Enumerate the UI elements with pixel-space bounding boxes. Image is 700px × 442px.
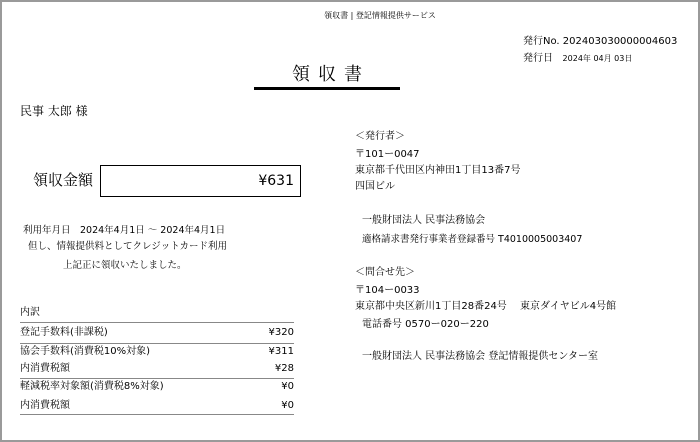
issue-date xyxy=(523,53,632,65)
contact-heading: ＜問合せ先＞ xyxy=(355,267,415,278)
row-label: 登記手数料(非課税) xyxy=(20,327,108,338)
contact-address: 東京都中央区新川1丁目28番24号 東京ダイヤビル4号館 xyxy=(355,301,617,312)
issue-number-label: 発行No. xyxy=(523,36,560,47)
row-value: ¥28 xyxy=(274,363,294,374)
contact-phone: 電話番号 0570ー020ー220 xyxy=(362,319,489,330)
recipient-name: 民事 太郎 様 xyxy=(20,104,88,118)
divider xyxy=(20,322,294,323)
contact-org: 一般財団法人 民事法務協会 登記情報提供センター室 xyxy=(362,351,598,362)
table-row xyxy=(20,381,294,393)
issuer-registration: 適格請求書発行事業者登録番号 T4010005003407 xyxy=(362,234,583,245)
breakdown-heading: 内訳 xyxy=(20,307,40,318)
usage-period: 利用年月日 2024年4月1日 ～ 2024年4月1日 xyxy=(23,225,226,236)
table-row xyxy=(20,400,294,412)
row-label: 軽減税率対象額(消費税8%対象) xyxy=(20,381,164,392)
table-row xyxy=(20,346,294,358)
divider xyxy=(20,343,294,344)
usage-note-2: 上記正に領収いたしました。 xyxy=(63,260,187,271)
row-value: ¥311 xyxy=(268,346,294,357)
issue-date-label: 発行日 xyxy=(523,53,553,64)
issuer-org: 一般財団法人 民事法務協会 xyxy=(362,215,486,226)
issuer-postal: 〒101ー0047 xyxy=(355,149,420,160)
title-underline xyxy=(254,87,400,90)
amount-value: ¥631 xyxy=(258,173,294,189)
usage-note: 但し、情報提供料としてクレジットカード利用 xyxy=(28,241,227,252)
row-value: ¥320 xyxy=(268,327,294,338)
issuer-address: 東京都千代田区内神田1丁目13番7号 xyxy=(355,165,521,176)
page-title: 領収書 xyxy=(292,64,370,85)
row-label: 協会手数料(消費税10%対象) xyxy=(20,346,151,357)
table-row xyxy=(20,363,294,375)
issue-number xyxy=(523,36,677,48)
issuer-heading: ＜発行者＞ xyxy=(355,131,405,142)
amount-label: 領収金額 xyxy=(33,171,94,189)
row-value: ¥0 xyxy=(281,400,294,411)
issue-date-value: 2024年 04月 03日 xyxy=(562,54,633,63)
document-header: 領収書 | 登記情報提供サービス xyxy=(324,11,436,20)
table-row xyxy=(20,327,294,339)
row-label: 内消費税額 xyxy=(20,400,70,411)
amount-box xyxy=(100,165,301,197)
contact-postal: 〒104ー0033 xyxy=(355,285,420,296)
row-value: ¥0 xyxy=(281,381,294,392)
issuer-building: 四国ビル xyxy=(355,181,395,192)
divider xyxy=(20,414,294,415)
issue-number-value: 202403030000004603 xyxy=(562,36,678,47)
divider xyxy=(20,378,294,379)
row-label: 内消費税額 xyxy=(20,363,70,374)
